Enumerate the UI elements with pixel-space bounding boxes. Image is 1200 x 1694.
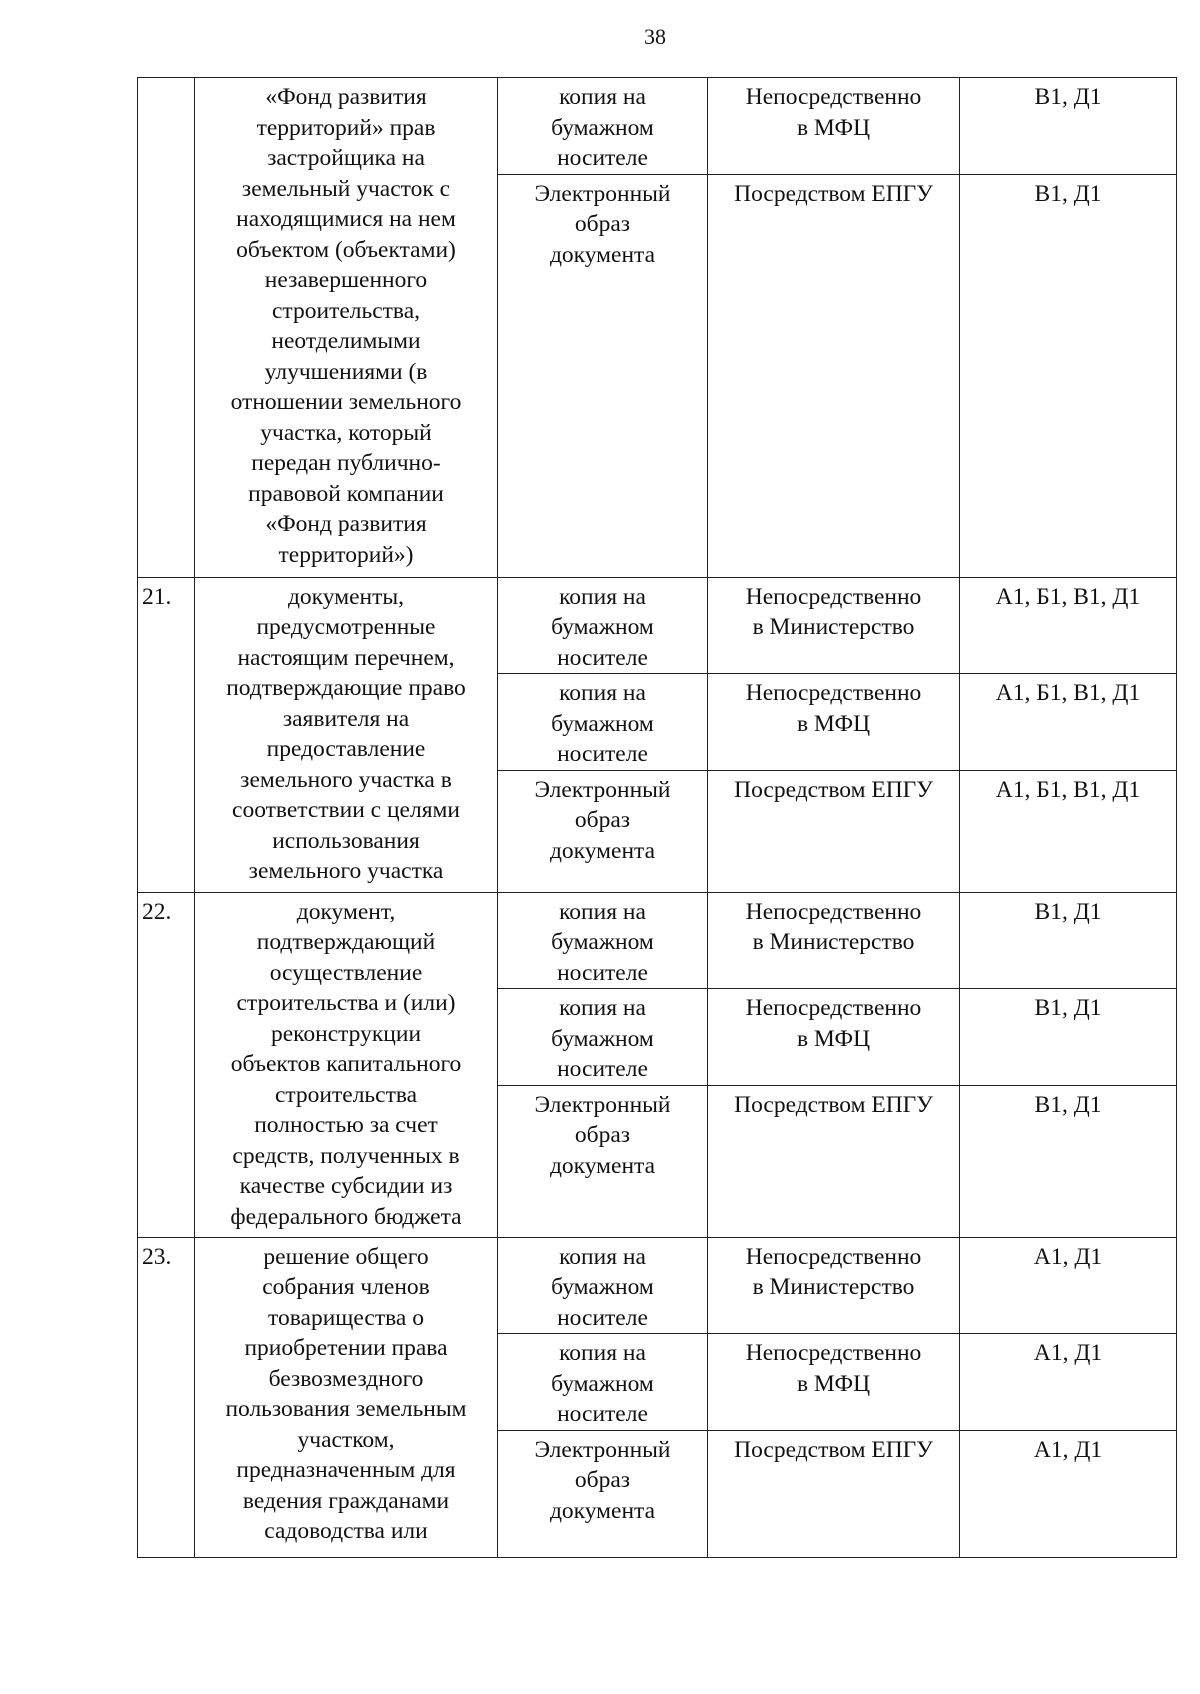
applicant-codes: А1, Д1: [960, 1334, 1177, 1431]
document-form: копия на бумажном носителе: [498, 892, 708, 989]
submission-method: Непосредственно в МФЦ: [708, 78, 960, 175]
submission-method: Непосредственно в МФЦ: [708, 1334, 960, 1431]
document-form: Электронный образ документа: [498, 1085, 708, 1237]
table-row: [138, 892, 1177, 989]
table-row: [138, 577, 1177, 674]
applicant-codes: В1, Д1: [960, 989, 1177, 1086]
document-form: Электронный образ документа: [498, 1430, 708, 1557]
submission-method: Непосредственно в МФЦ: [708, 989, 960, 1086]
submission-method: Непосредственно в Министерство: [708, 577, 960, 674]
submission-method: Посредством ЕПГУ: [708, 770, 960, 892]
submission-method: Посредством ЕПГУ: [708, 174, 960, 577]
submission-method: Непосредственно в Министерство: [708, 1237, 960, 1334]
applicant-codes: В1, Д1: [960, 78, 1177, 175]
applicant-codes: В1, Д1: [960, 1085, 1177, 1237]
applicant-codes: А1, Д1: [960, 1237, 1177, 1334]
applicant-codes: А1, Б1, В1, Д1: [960, 577, 1177, 674]
row-number: 22.: [138, 892, 195, 1237]
submission-method: Непосредственно в МФЦ: [708, 674, 960, 771]
document-description: «Фонд развития территорий» прав застройщика на земельный участок с находящимися на нем объектом (объектами) незавершенного строительства, неотделимыми улучшениями (в отношении земельного участка, который передан публично- правовой компании «Фонд развития территорий»): [195, 78, 498, 578]
applicant-codes: А1, Б1, В1, Д1: [960, 770, 1177, 892]
submission-method: Посредством ЕПГУ: [708, 1085, 960, 1237]
table-row: [138, 78, 1177, 175]
document-form: Электронный образ документа: [498, 174, 708, 577]
document-form: копия на бумажном носителе: [498, 78, 708, 175]
document-description: документы, предусмотренные настоящим перечнем, подтверждающие право заявителя на предоставление земельного участка в соответствии с целями использования земельного участка: [195, 577, 498, 892]
document-description: решение общего собрания членов товарищества о приобретении права безвозмездного пользования земельным участком, предназначенным для ведения гражданами садоводства или: [195, 1237, 498, 1557]
applicant-codes: А1, Б1, В1, Д1: [960, 674, 1177, 771]
document-form: копия на бумажном носителе: [498, 577, 708, 674]
document-form: Электронный образ документа: [498, 770, 708, 892]
document-form: копия на бумажном носителе: [498, 674, 708, 771]
applicant-codes: А1, Д1: [960, 1430, 1177, 1557]
row-number: 21.: [138, 577, 195, 892]
submission-method: Непосредственно в Министерство: [708, 892, 960, 989]
document-description: документ, подтверждающий осуществление строительства и (или) реконструкции объектов капитального строительства полностью за счет средств, полученных в качестве субсидии из федерального бюджета: [195, 892, 498, 1237]
table-row: [138, 1237, 1177, 1334]
applicant-codes: В1, Д1: [960, 892, 1177, 989]
document-form: копия на бумажном носителе: [498, 989, 708, 1086]
row-number: 23.: [138, 1237, 195, 1557]
row-number: [138, 78, 195, 578]
page-number: 38: [644, 24, 666, 49]
document-form: копия на бумажном носителе: [498, 1237, 708, 1334]
submission-method: Посредством ЕПГУ: [708, 1430, 960, 1557]
document-form: копия на бумажном носителе: [498, 1334, 708, 1431]
documents-table: [137, 77, 1177, 1558]
applicant-codes: В1, Д1: [960, 174, 1177, 577]
